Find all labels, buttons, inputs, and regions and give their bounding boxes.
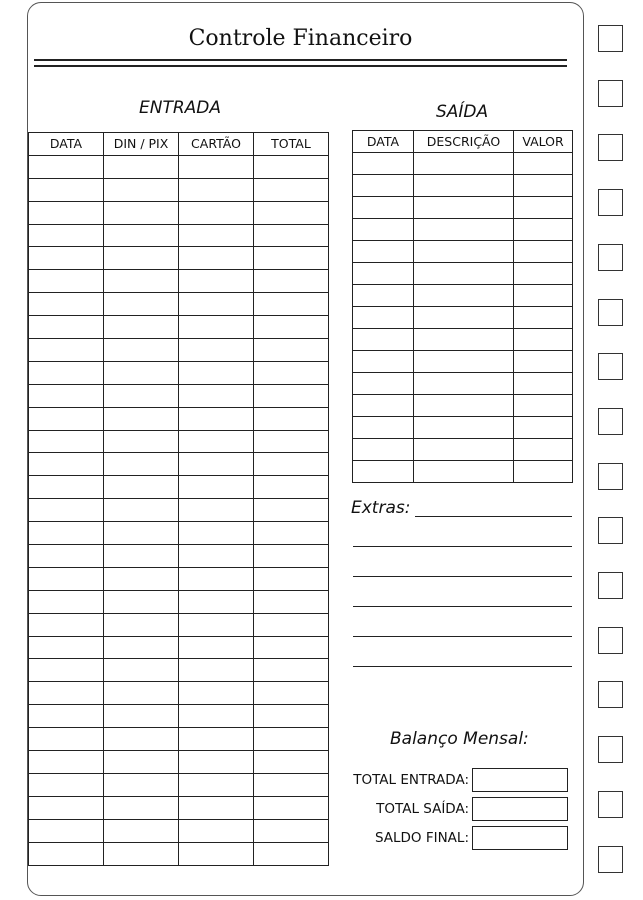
saida-cell[interactable] (414, 241, 514, 263)
entrada-cell[interactable] (104, 842, 179, 865)
entrada-cell[interactable] (254, 567, 329, 590)
saida-cell[interactable] (353, 307, 414, 329)
saida-cell[interactable] (353, 219, 414, 241)
entrada-cell[interactable] (29, 476, 104, 499)
entrada-cell[interactable] (29, 728, 104, 751)
saida-cell[interactable] (414, 439, 514, 461)
checkbox[interactable] (598, 572, 623, 599)
saida-row (353, 241, 573, 263)
entrada-row (29, 339, 329, 362)
saida-row (353, 197, 573, 219)
checkbox[interactable] (598, 134, 623, 161)
extras-line[interactable] (353, 636, 572, 637)
checkbox[interactable] (598, 627, 623, 654)
entrada-cell[interactable] (254, 407, 329, 430)
entrada-cell[interactable] (29, 522, 104, 545)
entrada-row (29, 522, 329, 545)
entrada-cell[interactable] (179, 476, 254, 499)
entrada-cell[interactable] (29, 659, 104, 682)
saida-cell[interactable] (514, 307, 573, 329)
entrada-cell[interactable] (104, 705, 179, 728)
extras-line[interactable] (415, 516, 572, 517)
checkbox[interactable] (598, 25, 623, 52)
entrada-cell[interactable] (254, 659, 329, 682)
entrada-cell[interactable] (254, 339, 329, 362)
saida-col-valor: VALOR (514, 131, 573, 153)
entrada-cell[interactable] (179, 636, 254, 659)
entrada-cell[interactable] (104, 499, 179, 522)
saida-cell[interactable] (414, 175, 514, 197)
entrada-cell[interactable] (104, 567, 179, 590)
entrada-cell[interactable] (179, 728, 254, 751)
saida-cell[interactable] (514, 461, 573, 483)
entrada-cell[interactable] (104, 636, 179, 659)
entrada-cell[interactable] (254, 728, 329, 751)
entrada-cell[interactable] (179, 819, 254, 842)
entrada-cell[interactable] (179, 499, 254, 522)
entrada-cell[interactable] (104, 361, 179, 384)
entrada-row (29, 773, 329, 796)
saida-row (353, 395, 573, 417)
saida-cell[interactable] (353, 417, 414, 439)
entrada-cell[interactable] (104, 293, 179, 316)
entrada-cell[interactable] (254, 499, 329, 522)
saldo-final-field[interactable] (472, 826, 568, 850)
entrada-row (29, 842, 329, 865)
saida-cell[interactable] (414, 153, 514, 175)
balanco-heading: Balanço Mensal: (390, 729, 529, 749)
entrada-cell[interactable] (179, 316, 254, 339)
entrada-col-din-pix: DIN / PIX (104, 133, 179, 156)
entrada-col-data: DATA (29, 133, 104, 156)
entrada-cell[interactable] (29, 247, 104, 270)
entrada-row (29, 682, 329, 705)
saida-row (353, 219, 573, 241)
entrada-cell[interactable] (104, 773, 179, 796)
entrada-cell[interactable] (179, 545, 254, 568)
entrada-cell[interactable] (29, 796, 104, 819)
entrada-cell[interactable] (104, 751, 179, 774)
entrada-row (29, 545, 329, 568)
entrada-cell[interactable] (179, 659, 254, 682)
saida-col-data: DATA (353, 131, 414, 153)
entrada-cell[interactable] (179, 224, 254, 247)
entrada-cell[interactable] (179, 453, 254, 476)
entrada-row (29, 384, 329, 407)
entrada-cell[interactable] (254, 796, 329, 819)
entrada-col-total: TOTAL (254, 133, 329, 156)
extras-line[interactable] (353, 546, 572, 547)
checkbox[interactable] (598, 681, 623, 708)
saida-cell[interactable] (414, 329, 514, 351)
entrada-cell[interactable] (29, 201, 104, 224)
saida-row (353, 175, 573, 197)
saida-table (352, 130, 573, 483)
entrada-cell[interactable] (104, 728, 179, 751)
entrada-cell[interactable] (254, 361, 329, 384)
saida-cell[interactable] (514, 329, 573, 351)
entrada-cell[interactable] (254, 293, 329, 316)
entrada-row (29, 590, 329, 613)
entrada-row (29, 567, 329, 590)
entrada-cell[interactable] (254, 773, 329, 796)
entrada-cell[interactable] (179, 407, 254, 430)
entrada-cell[interactable] (104, 522, 179, 545)
entrada-cell[interactable] (254, 270, 329, 293)
entrada-cell[interactable] (29, 613, 104, 636)
entrada-cell[interactable] (254, 224, 329, 247)
saida-cell[interactable] (353, 461, 414, 483)
entrada-cell[interactable] (254, 590, 329, 613)
saida-cell[interactable] (353, 351, 414, 373)
entrada-cell[interactable] (179, 751, 254, 774)
entrada-cell[interactable] (179, 155, 254, 178)
entrada-cell[interactable] (179, 705, 254, 728)
entrada-cell[interactable] (104, 682, 179, 705)
checkbox[interactable] (598, 736, 623, 763)
saida-cell[interactable] (414, 263, 514, 285)
checkbox[interactable] (598, 244, 623, 271)
saida-cell[interactable] (414, 219, 514, 241)
entrada-row (29, 613, 329, 636)
entrada-row (29, 499, 329, 522)
entrada-cell[interactable] (104, 384, 179, 407)
checkbox[interactable] (598, 846, 623, 873)
entrada-row (29, 819, 329, 842)
entrada-cell[interactable] (104, 613, 179, 636)
checkbox[interactable] (598, 353, 623, 380)
entrada-cell[interactable] (104, 453, 179, 476)
entrada-cell[interactable] (104, 407, 179, 430)
entrada-cell[interactable] (179, 773, 254, 796)
entrada-cell[interactable] (29, 751, 104, 774)
saida-row (353, 285, 573, 307)
checkbox[interactable] (598, 408, 623, 435)
entrada-cell[interactable] (29, 545, 104, 568)
entrada-cell[interactable] (29, 682, 104, 705)
entrada-cell[interactable] (104, 270, 179, 293)
entrada-cell[interactable] (179, 590, 254, 613)
total-entrada-field[interactable] (472, 768, 568, 792)
saida-cell[interactable] (353, 373, 414, 395)
saida-cell[interactable] (353, 263, 414, 285)
entrada-cell[interactable] (29, 636, 104, 659)
entrada-cell[interactable] (179, 201, 254, 224)
entrada-cell[interactable] (179, 567, 254, 590)
entrada-row (29, 247, 329, 270)
entrada-cell[interactable] (29, 590, 104, 613)
saida-cell[interactable] (414, 373, 514, 395)
saida-row (353, 263, 573, 285)
saida-cell[interactable] (414, 307, 514, 329)
entrada-row (29, 293, 329, 316)
entrada-cell[interactable] (104, 224, 179, 247)
entrada-cell[interactable] (179, 384, 254, 407)
checkbox[interactable] (598, 189, 623, 216)
entrada-cell[interactable] (29, 339, 104, 362)
saida-cell[interactable] (514, 241, 573, 263)
entrada-cell[interactable] (254, 316, 329, 339)
entrada-row (29, 201, 329, 224)
entrada-cell[interactable] (179, 270, 254, 293)
saida-cell[interactable] (353, 395, 414, 417)
entrada-cell[interactable] (29, 567, 104, 590)
total-saida-label: TOTAL SAÍDA: (376, 801, 469, 817)
saida-cell[interactable] (353, 241, 414, 263)
entrada-cell[interactable] (254, 819, 329, 842)
entrada-cell[interactable] (104, 659, 179, 682)
entrada-cell[interactable] (29, 499, 104, 522)
saida-row (353, 351, 573, 373)
checkbox[interactable] (598, 463, 623, 490)
checkbox[interactable] (598, 80, 623, 107)
entrada-cell[interactable] (104, 155, 179, 178)
checkbox[interactable] (598, 299, 623, 326)
saida-cell[interactable] (514, 285, 573, 307)
entrada-cell[interactable] (104, 339, 179, 362)
entrada-cell[interactable] (254, 476, 329, 499)
entrada-cell[interactable] (29, 361, 104, 384)
entrada-cell[interactable] (29, 705, 104, 728)
entrada-cell[interactable] (254, 705, 329, 728)
entrada-cell[interactable] (29, 155, 104, 178)
entrada-cell[interactable] (104, 476, 179, 499)
entrada-cell[interactable] (254, 682, 329, 705)
saldo-final-label: SALDO FINAL: (374, 830, 469, 846)
title-rule-bottom (34, 65, 567, 67)
entrada-cell[interactable] (254, 247, 329, 270)
entrada-cell[interactable] (29, 316, 104, 339)
entrada-cell[interactable] (254, 636, 329, 659)
entrada-cell[interactable] (104, 545, 179, 568)
saida-row (353, 439, 573, 461)
entrada-cell[interactable] (104, 590, 179, 613)
entrada-cell[interactable] (179, 842, 254, 865)
entrada-cell[interactable] (104, 178, 179, 201)
entrada-row (29, 270, 329, 293)
entrada-row (29, 178, 329, 201)
saida-row (353, 373, 573, 395)
entrada-cell[interactable] (104, 247, 179, 270)
checkbox[interactable] (598, 791, 623, 818)
saida-cell[interactable] (353, 175, 414, 197)
title-rule-top (34, 59, 567, 61)
saida-cell[interactable] (514, 351, 573, 373)
entrada-row (29, 361, 329, 384)
saida-row (353, 329, 573, 351)
saida-row (353, 153, 573, 175)
total-entrada-label: TOTAL ENTRADA: (353, 772, 469, 788)
saida-cell[interactable] (414, 417, 514, 439)
entrada-cell[interactable] (104, 796, 179, 819)
entrada-col-cartao: CARTÃO (179, 133, 254, 156)
entrada-cell[interactable] (254, 430, 329, 453)
saida-col-descricao: DESCRIÇÃO (414, 131, 514, 153)
entrada-cell[interactable] (104, 430, 179, 453)
saida-row (353, 307, 573, 329)
saida-cell[interactable] (514, 153, 573, 175)
entrada-cell[interactable] (29, 407, 104, 430)
entrada-cell[interactable] (104, 819, 179, 842)
entrada-cell[interactable] (29, 430, 104, 453)
entrada-row (29, 407, 329, 430)
entrada-row (29, 705, 329, 728)
total-saida-field[interactable] (472, 797, 568, 821)
saida-cell[interactable] (514, 395, 573, 417)
saida-cell[interactable] (353, 329, 414, 351)
entrada-cell[interactable] (254, 384, 329, 407)
entrada-table (28, 132, 329, 866)
saida-cell[interactable] (514, 439, 573, 461)
entrada-row (29, 316, 329, 339)
entrada-cell[interactable] (254, 178, 329, 201)
saida-cell[interactable] (514, 175, 573, 197)
saida-cell[interactable] (353, 439, 414, 461)
entrada-cell[interactable] (179, 796, 254, 819)
saida-cell[interactable] (514, 219, 573, 241)
entrada-cell[interactable] (29, 224, 104, 247)
entrada-cell[interactable] (254, 453, 329, 476)
entrada-cell[interactable] (29, 842, 104, 865)
entrada-row (29, 659, 329, 682)
saida-cell[interactable] (514, 263, 573, 285)
entrada-cell[interactable] (29, 384, 104, 407)
entrada-cell[interactable] (29, 293, 104, 316)
saida-cell[interactable] (414, 395, 514, 417)
entrada-row (29, 155, 329, 178)
saida-cell[interactable] (514, 417, 573, 439)
page-title: Controle Financeiro (188, 26, 413, 51)
entrada-cell[interactable] (254, 842, 329, 865)
extras-label: Extras: (351, 498, 411, 518)
entrada-cell[interactable] (179, 430, 254, 453)
entrada-cell[interactable] (254, 545, 329, 568)
entrada-cell[interactable] (179, 178, 254, 201)
entrada-row (29, 751, 329, 774)
entrada-cell[interactable] (254, 522, 329, 545)
entrada-heading: ENTRADA (139, 98, 222, 118)
entrada-cell[interactable] (29, 453, 104, 476)
saida-cell[interactable] (414, 285, 514, 307)
extras-line[interactable] (353, 576, 572, 577)
entrada-cell[interactable] (179, 361, 254, 384)
entrada-cell[interactable] (104, 316, 179, 339)
extras-line[interactable] (353, 666, 572, 667)
entrada-row (29, 476, 329, 499)
entrada-cell[interactable] (254, 201, 329, 224)
saida-cell[interactable] (514, 197, 573, 219)
entrada-cell[interactable] (179, 613, 254, 636)
saida-cell[interactable] (514, 373, 573, 395)
saida-cell[interactable] (414, 351, 514, 373)
entrada-cell[interactable] (179, 247, 254, 270)
entrada-cell[interactable] (104, 201, 179, 224)
entrada-row (29, 636, 329, 659)
extras-line[interactable] (353, 606, 572, 607)
checkbox[interactable] (598, 517, 623, 544)
entrada-row (29, 430, 329, 453)
saida-cell[interactable] (353, 197, 414, 219)
saida-cell[interactable] (353, 153, 414, 175)
entrada-cell[interactable] (179, 682, 254, 705)
entrada-cell[interactable] (29, 773, 104, 796)
entrada-row (29, 728, 329, 751)
entrada-cell[interactable] (254, 613, 329, 636)
entrada-cell[interactable] (179, 522, 254, 545)
saida-row (353, 417, 573, 439)
entrada-cell[interactable] (29, 819, 104, 842)
entrada-cell[interactable] (29, 270, 104, 293)
entrada-cell[interactable] (29, 178, 104, 201)
entrada-cell[interactable] (254, 155, 329, 178)
saida-heading: SAÍDA (436, 102, 489, 122)
entrada-row (29, 796, 329, 819)
saida-cell[interactable] (414, 461, 514, 483)
saida-row (353, 461, 573, 483)
entrada-cell[interactable] (179, 339, 254, 362)
entrada-cell[interactable] (254, 751, 329, 774)
entrada-row (29, 224, 329, 247)
saida-cell[interactable] (414, 197, 514, 219)
entrada-row (29, 453, 329, 476)
saida-cell[interactable] (353, 285, 414, 307)
entrada-cell[interactable] (179, 293, 254, 316)
